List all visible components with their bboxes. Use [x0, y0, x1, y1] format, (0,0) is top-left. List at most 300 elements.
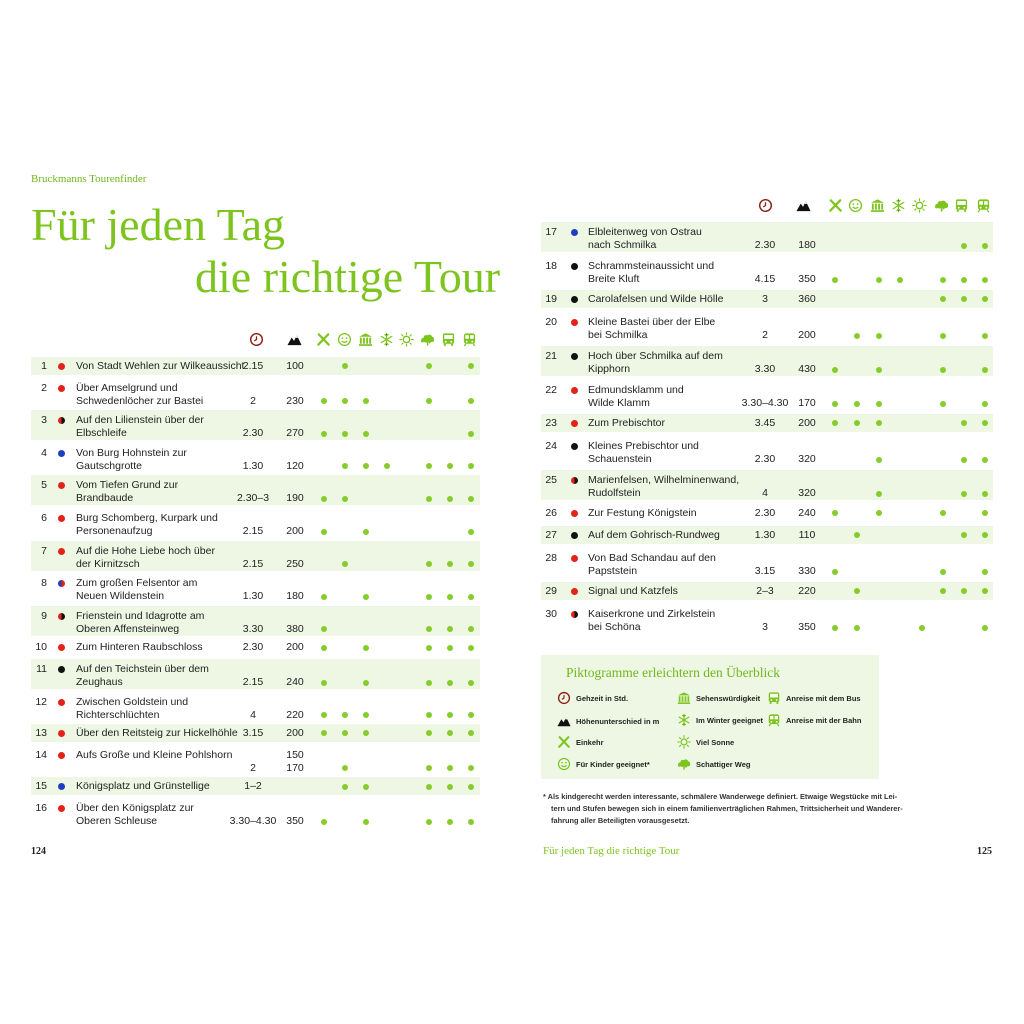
feature-dot: [447, 765, 453, 771]
elevation-gain: 240: [798, 506, 816, 519]
feature-dot: [982, 420, 988, 426]
feature-dot: [342, 431, 348, 437]
feature-dot: [363, 398, 369, 404]
feature-dot: [982, 491, 988, 497]
tour-number: 5: [41, 479, 47, 492]
feature-dot: [854, 625, 860, 631]
tour-number: 8: [41, 577, 47, 590]
tour-name: Schwedenlöcher zur Bastei: [76, 394, 204, 407]
tour-row: [31, 475, 480, 505]
elevation-gain: 100: [286, 359, 304, 372]
walking-time: 1–2: [244, 780, 262, 793]
feature-dot: [321, 712, 327, 718]
tour-number: 22: [545, 384, 557, 396]
feature-dot: [426, 784, 432, 790]
difficulty-marker: [571, 387, 578, 394]
tour-number: 9: [41, 609, 47, 622]
feature-dot: [940, 296, 946, 302]
feature-dot: [426, 730, 432, 736]
tour-row: [31, 638, 480, 656]
feature-dot: [342, 765, 348, 771]
walking-time: 3: [762, 621, 768, 633]
elevation-gain: 120: [286, 459, 304, 472]
feature-dot: [426, 680, 432, 686]
feature-dot: [321, 431, 327, 437]
elevation-gain: 110: [798, 528, 816, 541]
feature-dot: [447, 561, 453, 567]
feature-dot: [363, 431, 369, 437]
feature-dot: [982, 588, 988, 594]
walking-time: 4: [250, 708, 256, 721]
difficulty-marker: [58, 385, 65, 392]
tour-row: [31, 378, 480, 408]
feature-dot: [961, 243, 967, 249]
tour-name: Neuen Wildenstein: [76, 590, 165, 603]
walking-time: 2.30: [754, 506, 776, 519]
legend-label: Gehzeit in Std.: [576, 694, 629, 703]
feature-dot: [940, 367, 946, 373]
elevation-gain: 350: [286, 815, 304, 827]
feature-dot: [426, 626, 432, 632]
feature-dot: [982, 457, 988, 463]
difficulty-marker: [571, 443, 578, 450]
page-number-left: 124: [31, 846, 46, 857]
elevation-gain: 270: [286, 427, 304, 440]
feature-dot: [342, 784, 348, 790]
tour-number: 17: [545, 226, 557, 238]
legend-item: [696, 716, 763, 725]
tour-number: 6: [41, 512, 47, 524]
tour-name: Kaiserkrone und Zirkelstein: [588, 608, 716, 620]
difficulty-marker: [58, 515, 65, 522]
tour-row: [541, 312, 993, 342]
legend-item: [786, 694, 861, 703]
elevation-gain: 380: [286, 622, 304, 635]
walking-time: 4: [762, 487, 768, 499]
elevation-gain: 360: [798, 292, 816, 305]
feature-dot: [447, 680, 453, 686]
feature-dot: [876, 457, 882, 463]
elevation-gain: 350: [798, 621, 816, 633]
tour-number: 1: [41, 359, 47, 372]
walking-time: 2.30–3: [236, 492, 270, 505]
tour-number: 28: [545, 552, 557, 564]
tour-name: Signal und Katzfels: [588, 584, 678, 597]
walking-time: 3.30: [754, 363, 776, 375]
feature-dot: [468, 561, 474, 567]
legend-title: Piktogramme erleichtern den Überblick: [566, 665, 781, 680]
elevation-gain: 170: [798, 397, 816, 409]
tour-name: Zwischen Goldstein und: [76, 695, 189, 708]
difficulty-marker: [571, 555, 578, 562]
tour-row: [541, 436, 993, 466]
page-title-line-2: die richtige Tour: [195, 251, 501, 302]
tour-row: [541, 290, 993, 308]
walking-time: 3.15: [242, 726, 264, 739]
feature-dot: [468, 645, 474, 651]
difficulty-marker: [58, 644, 65, 651]
tour-name: bei Schmilka: [588, 329, 648, 341]
tour-row: [541, 346, 993, 376]
difficulty-marker: [58, 613, 65, 620]
tour-row: [31, 508, 480, 538]
elevation-gain: 320: [798, 487, 816, 499]
tour-row: [31, 573, 480, 603]
feature-dot: [468, 765, 474, 771]
tour-row: [31, 659, 480, 689]
walking-time: 2.15: [242, 525, 264, 537]
elevation-gain: 200: [286, 641, 304, 654]
tour-name: Rudolfstein: [588, 487, 641, 499]
tour-name: Richterschlüchten: [76, 708, 160, 721]
difficulty-marker: [58, 417, 65, 424]
feature-dot: [854, 588, 860, 594]
feature-dot: [426, 398, 432, 404]
difficulty-marker: [58, 730, 65, 737]
feature-dot: [426, 765, 432, 771]
tour-name: Breite Kluft: [588, 273, 640, 285]
tour-number: 30: [545, 608, 557, 620]
tour-name: Auf die Hohe Liebe hoch über: [76, 544, 215, 557]
walking-time: 2–3: [756, 584, 774, 597]
tour-row: [31, 692, 480, 722]
tour-name: Elbleitenweg von Ostrau: [588, 226, 702, 238]
difficulty-marker: [58, 482, 65, 489]
feature-dot: [468, 529, 474, 535]
feature-dot: [321, 819, 327, 825]
tour-name: Zum großen Felsentor am: [76, 577, 198, 590]
feature-dot: [426, 561, 432, 567]
feature-dot: [468, 730, 474, 736]
feature-dot: [363, 645, 369, 651]
feature-dot: [363, 680, 369, 686]
tour-row: [541, 256, 993, 286]
tour-name: Auf den Teichstein über dem: [76, 663, 209, 675]
pictogram-legend: [541, 655, 879, 779]
tour-name: Frienstein und Idagrotte am: [76, 609, 205, 622]
elevation-gain: 430: [798, 363, 816, 375]
tour-name: Kleine Bastei über der Elbe: [588, 316, 716, 328]
difficulty-marker: [571, 296, 578, 303]
walking-time: 2: [250, 761, 256, 774]
elevation-gain: 150: [286, 748, 304, 761]
tour-name: Von Stadt Wehlen zur Wilkeaussicht: [76, 359, 245, 372]
difficulty-marker: [571, 263, 578, 270]
elevation-gain: 200: [798, 329, 816, 341]
tour-name: Über Amselgrund und: [76, 381, 178, 394]
tour-name: Brandbaude: [76, 492, 134, 505]
walking-time: 2.30: [754, 453, 776, 465]
tour-number: 21: [545, 350, 557, 362]
page-number-right: 125: [977, 846, 992, 857]
tour-name: Personenaufzug: [76, 525, 153, 537]
feature-dot: [363, 819, 369, 825]
feature-dot: [876, 510, 882, 516]
feature-dot: [876, 277, 882, 283]
running-footer-title: Für jeden Tag die richtige Tour: [543, 845, 680, 857]
feature-dot: [961, 457, 967, 463]
tour-name: bei Schöna: [588, 621, 641, 633]
feature-dot: [468, 594, 474, 600]
difficulty-marker: [58, 783, 65, 790]
feature-dot: [321, 398, 327, 404]
tour-number: 14: [35, 748, 47, 761]
feature-dot: [961, 420, 967, 426]
tour-row: [541, 414, 993, 432]
feature-dot: [426, 463, 432, 469]
tour-name: Hoch über Schmilka auf dem: [588, 350, 723, 362]
tour-number: 3: [41, 414, 47, 427]
tour-name: Zum Hinteren Raubschloss: [76, 641, 203, 654]
feature-dot: [447, 626, 453, 632]
legend-item: [576, 717, 659, 726]
feature-dot: [832, 277, 838, 283]
feature-dot: [447, 712, 453, 718]
legend-item: [696, 760, 750, 769]
elevation-gain: 230: [286, 394, 304, 407]
tour-name: der Kirnitzsch: [76, 557, 140, 570]
elevation-gain: 170: [286, 761, 304, 774]
tour-number: 15: [35, 780, 47, 793]
feature-dot: [447, 819, 453, 825]
feature-dot: [321, 529, 327, 535]
feature-dot: [982, 532, 988, 538]
tour-name: Elbschleife: [76, 427, 127, 440]
feature-dot: [342, 463, 348, 469]
tour-name: Schauenstein: [588, 453, 652, 465]
tour-name: Auf den Lilienstein über der: [76, 414, 204, 427]
legend-label: Höhenunterschied in m: [576, 717, 660, 726]
feature-dot: [447, 784, 453, 790]
difficulty-marker: [58, 666, 65, 673]
elevation-gain: 190: [286, 492, 304, 505]
elevation-gain: 200: [286, 525, 304, 537]
difficulty-marker: [571, 477, 578, 484]
feature-dot: [982, 569, 988, 575]
legend-item: [696, 694, 760, 703]
legend-item: [696, 738, 734, 747]
feature-dot: [961, 491, 967, 497]
feature-dot: [940, 277, 946, 283]
legend-label: Für Kinder geeignet*: [576, 760, 650, 769]
legend-item: [576, 738, 604, 747]
feature-dot: [447, 496, 453, 502]
difficulty-marker: [571, 420, 578, 427]
tour-name: Burg Schomberg, Kurpark und: [76, 512, 218, 524]
walking-time: 2.30: [242, 641, 264, 654]
difficulty-marker: [571, 319, 578, 326]
tour-row: [31, 606, 480, 636]
tour-number: 10: [35, 641, 47, 654]
feature-dot: [832, 625, 838, 631]
feature-dot: [342, 363, 348, 369]
feature-dot: [426, 363, 432, 369]
tour-number: 26: [545, 506, 557, 519]
tour-number: 25: [545, 474, 557, 486]
feature-dot: [919, 625, 925, 631]
feature-dot: [832, 510, 838, 516]
feature-dot: [854, 532, 860, 538]
legend-label: Schattiger Weg: [696, 760, 751, 769]
legend-label: Viel Sonne: [696, 738, 735, 747]
feature-dot: [321, 496, 327, 502]
feature-dot: [363, 594, 369, 600]
difficulty-marker: [571, 353, 578, 360]
walking-time: 3.45: [754, 416, 776, 429]
tour-name: Carolafelsen und Wilde Hölle: [588, 292, 724, 305]
tour-row: [31, 724, 480, 742]
feature-dot: [447, 594, 453, 600]
feature-dot: [426, 712, 432, 718]
tour-number: 19: [545, 292, 557, 305]
footnote: [543, 791, 903, 827]
feature-dot: [897, 277, 903, 283]
walking-time: 2: [250, 394, 256, 407]
feature-dot: [447, 463, 453, 469]
legend-label: Anreise mit der Bahn: [786, 716, 862, 725]
tour-name: nach Schmilka: [588, 239, 657, 251]
feature-dot: [468, 463, 474, 469]
feature-dot: [363, 529, 369, 535]
walking-time: 3.30–4.30: [229, 815, 277, 827]
feature-dot: [940, 333, 946, 339]
feature-dot: [342, 712, 348, 718]
walking-time: 4.15: [754, 273, 776, 285]
feature-dot: [447, 730, 453, 736]
feature-dot: [940, 588, 946, 594]
feature-dot: [468, 363, 474, 369]
tour-name: Kleines Prebischtor und: [588, 440, 699, 452]
feature-dot: [961, 277, 967, 283]
footnote-line: fahrung aller Beteiligten vorausgesetzt.: [551, 816, 690, 825]
walking-time: 2.30: [242, 427, 264, 440]
feature-dot: [961, 588, 967, 594]
tour-row: [31, 443, 480, 473]
feature-dot: [982, 333, 988, 339]
tour-number: 23: [545, 416, 557, 429]
tour-row: [541, 222, 993, 252]
tour-row: [541, 548, 993, 578]
tour-row: [541, 582, 993, 600]
tour-row: [31, 541, 480, 571]
feature-dot: [832, 367, 838, 373]
walking-time: 2.30: [754, 239, 776, 251]
difficulty-marker: [571, 229, 578, 236]
tour-name: Oberen Schleuse: [76, 815, 158, 827]
tour-name: Schrammsteinaussicht und: [588, 260, 715, 272]
feature-dot: [876, 420, 882, 426]
legend-label: Einkehr: [576, 738, 604, 747]
feature-dot: [426, 819, 432, 825]
tour-name: Kipphorn: [588, 363, 631, 375]
walking-time: 1.30: [242, 459, 264, 472]
feature-dot: [468, 431, 474, 437]
feature-dot: [384, 463, 390, 469]
tour-number: 7: [41, 544, 47, 557]
walking-time: 3: [762, 292, 768, 305]
legend-item: [786, 716, 861, 725]
difficulty-marker: [58, 363, 65, 370]
tour-number: 4: [41, 446, 47, 459]
difficulty-marker: [58, 752, 65, 759]
feature-dot: [468, 626, 474, 632]
feature-dot: [854, 420, 860, 426]
feature-dot: [468, 398, 474, 404]
kicker: Bruckmanns Tourenfinder: [31, 173, 147, 185]
tour-name: Marienfelsen, Wilhelminenwand,: [588, 474, 740, 486]
feature-dot: [321, 626, 327, 632]
elevation-gain: 320: [798, 453, 816, 465]
difficulty-marker: [58, 580, 65, 587]
elevation-gain: 180: [798, 239, 816, 251]
tour-number: 20: [545, 316, 557, 328]
difficulty-marker: [58, 548, 65, 555]
feature-dot: [342, 496, 348, 502]
feature-dot: [363, 712, 369, 718]
feature-dot: [468, 712, 474, 718]
feature-dot: [363, 463, 369, 469]
elevation-gain: 180: [286, 590, 304, 603]
difficulty-marker: [571, 532, 578, 539]
feature-dot: [342, 561, 348, 567]
feature-dot: [854, 333, 860, 339]
tour-name: Von Bad Schandau auf den: [588, 552, 716, 564]
elevation-gain: 240: [286, 676, 304, 688]
elevation-gain: 350: [798, 273, 816, 285]
feature-dot: [363, 730, 369, 736]
feature-dot: [854, 401, 860, 407]
feature-dot: [832, 401, 838, 407]
feature-dot: [447, 645, 453, 651]
feature-dot: [876, 491, 882, 497]
feature-dot: [940, 569, 946, 575]
tour-row: [31, 798, 480, 828]
walking-time: 2.15: [242, 557, 264, 570]
legend-label: Anreise mit dem Bus: [786, 694, 861, 703]
feature-dot: [832, 569, 838, 575]
feature-dot: [876, 333, 882, 339]
walking-time: 3.30–4.30: [741, 397, 789, 409]
difficulty-marker: [58, 699, 65, 706]
feature-dot: [982, 277, 988, 283]
feature-dot: [321, 730, 327, 736]
tour-row: [541, 470, 993, 500]
difficulty-marker: [571, 611, 578, 618]
feature-dot: [832, 420, 838, 426]
footnote-line: * Als kindgerecht werden interessante, schmälere Wanderwege definiert. Etwaige Wegstücke mit Lei-: [543, 792, 898, 801]
walking-time: 3.30: [242, 622, 264, 635]
feature-dot: [363, 784, 369, 790]
feature-dot: [982, 625, 988, 631]
feature-dot: [468, 784, 474, 790]
feature-dot: [321, 645, 327, 651]
tour-number: 12: [35, 695, 47, 708]
tour-name: Zeughaus: [76, 676, 123, 688]
walking-time: 2: [762, 329, 768, 341]
legend-label: Im Winter geeignet: [696, 716, 764, 725]
tour-row: [31, 357, 480, 375]
feature-dot: [426, 594, 432, 600]
difficulty-marker: [571, 588, 578, 595]
tour-number: 16: [35, 802, 47, 814]
tour-number: 13: [35, 726, 47, 739]
tour-name: Vom Tiefen Grund zur: [76, 479, 179, 492]
feature-dot: [961, 532, 967, 538]
feature-dot: [342, 730, 348, 736]
tour-row: [541, 380, 993, 410]
tour-name: Wilde Klamm: [588, 397, 650, 409]
tour-name: Edmundsklamm und: [588, 384, 684, 396]
